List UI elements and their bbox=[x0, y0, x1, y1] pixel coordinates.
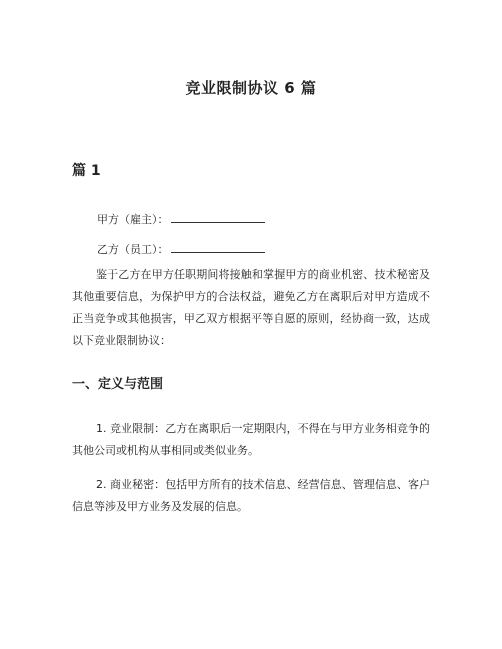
party-a-field bbox=[97, 210, 265, 228]
definition-item-trade-secret: 2. 商业秘密：包括甲方所有的技术信息、经营信息、管理信息、客户信息等涉及甲方业务及发展的信息。 bbox=[72, 478, 430, 513]
party-a-blank-line bbox=[171, 210, 265, 223]
definition-item-noncompete: 1. 竞业限制：乙方在离职后一定期限内，不得在与甲方业务相竞争的其他公司或机构从事相同或类似业务。 bbox=[72, 422, 430, 457]
party-a-label: 甲方（雇主）： bbox=[97, 213, 169, 226]
party-b-field bbox=[97, 240, 265, 258]
party-b-label: 乙方（员工）： bbox=[97, 243, 169, 256]
party-b-blank-line bbox=[171, 240, 265, 253]
part-heading: 篇 1 bbox=[72, 163, 101, 179]
intro-paragraph: 鉴于乙方在甲方任职期间将接触和掌握甲方的商业机密、技术秘密及其他重要信息，为保护甲方的合法权益，避免乙方在离职后对甲方造成不正当竞争或其他损害，甲乙双方根据平等自愿的原则，经协商一致，达成以下竞业限制协议： bbox=[72, 268, 430, 347]
section-heading-definitions: 一、定义与范围 bbox=[72, 377, 164, 392]
document-title: 竞业限制协议 6 篇 bbox=[185, 79, 317, 97]
